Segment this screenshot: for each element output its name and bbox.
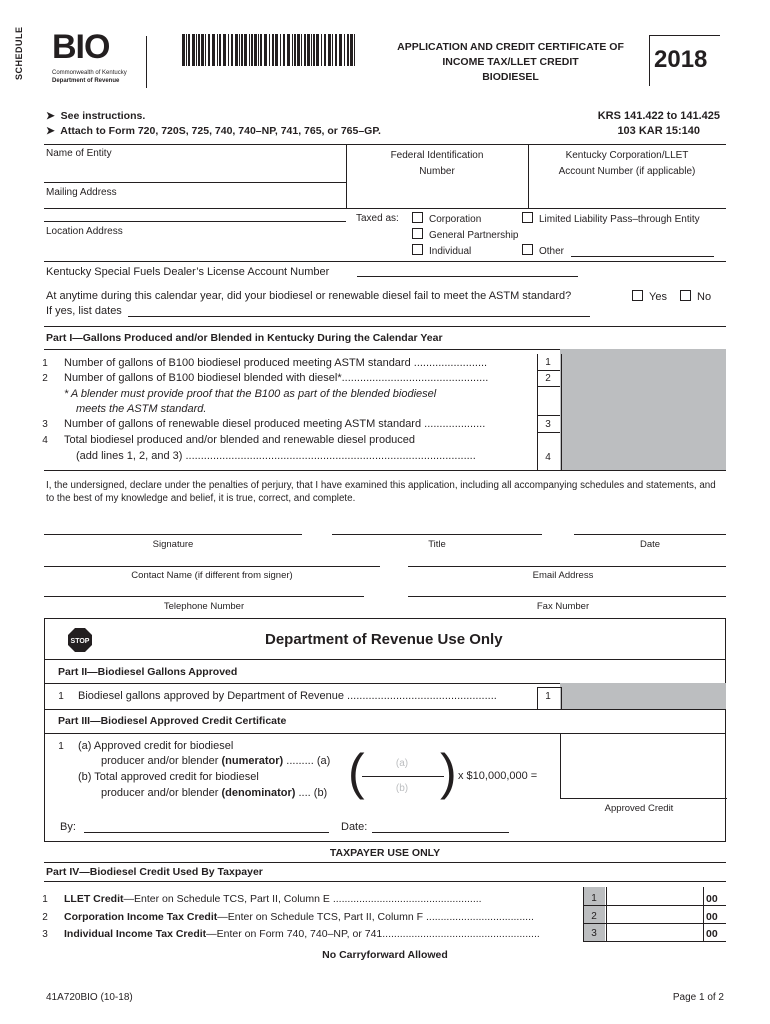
part4-title: Part IV—Biodiesel Credit Used By Taxpayer	[46, 866, 263, 878]
instruction-2: Attach to Form 720, 720S, 725, 740, 740–NP, 741, 765, or 765–GP.	[60, 125, 381, 137]
date-label: Date	[639, 539, 661, 550]
part1-line-4-cont: (add lines 1, 2, and 3) ...............................................................................................	[76, 450, 476, 462]
part3-a-text: producer and/or blender	[101, 755, 219, 767]
statute-line-2: 103 KAR 15:140	[617, 125, 700, 137]
yes-label: Yes	[649, 291, 667, 303]
statute-line-1: KRS 141.422 to 141.425	[597, 110, 720, 122]
part4-line-3-box: 3	[591, 928, 597, 939]
part2-line-text: Biodiesel gallons approved by Department of Revenue .................................................	[78, 690, 497, 702]
page-number: Page 1 of 2	[672, 992, 724, 1003]
no-carryforward: No Carryforward Allowed	[322, 949, 448, 961]
entity-name-label: Name of Entity	[46, 148, 112, 159]
signature-label: Signature	[152, 539, 194, 550]
fuels-license-field[interactable]	[357, 264, 578, 277]
llet-credit-label: LLET Credit	[64, 893, 124, 905]
arrow-icon: ➤	[46, 125, 55, 137]
indiv-credit-text: —Enter on Form 740, 740–NP, or 741......................................................	[206, 928, 540, 940]
taxpayer-title: TAXPAYER USE ONLY	[329, 847, 441, 859]
option-other[interactable]	[522, 244, 564, 257]
part4-line-1-text	[64, 893, 482, 905]
part3-b-line-1: (b) Total approved credit for biodiesel	[78, 771, 259, 783]
right-paren: )	[440, 744, 457, 800]
part1-line-3-num: 3	[42, 419, 48, 430]
agency-line-1: Commonwealth of Kentucky	[52, 70, 127, 76]
title-line-2: INCOME TAX/LLET CREDIT	[442, 56, 579, 68]
part2-box[interactable]: 1	[545, 691, 551, 702]
part1-line-3-box[interactable]: 3	[545, 419, 551, 430]
declaration-text: I, the undersigned, declare under the penalties of perjury, that I have examined this application, including all accompanying schedules and statements, and to the best of my knowledge and belief, it is true, correct, and complete.	[46, 480, 716, 504]
fax-label: Fax Number	[536, 601, 590, 612]
signature-line[interactable]	[44, 534, 302, 535]
part4-line-3-num: 3	[42, 929, 48, 940]
form-code: BIO	[52, 28, 110, 66]
option-corporation[interactable]	[412, 212, 481, 225]
title-line-3: BIODIESEL	[482, 71, 539, 83]
part1-note-2: meets the ASTM standard.	[76, 403, 207, 415]
individual-label: Individual	[429, 246, 472, 257]
dates-label: If yes, list dates	[46, 305, 122, 317]
by-label: By:	[60, 821, 76, 833]
mailing-address-label: Mailing Address	[46, 187, 117, 198]
part4-line-2-cents[interactable]: 00	[706, 911, 718, 923]
arrow-icon: ➤	[46, 110, 55, 122]
ky-account-label-2: Account Number (if applicable)	[558, 166, 696, 177]
approved-credit-box[interactable]	[560, 733, 727, 799]
other-field[interactable]	[571, 244, 714, 257]
ky-account-label-1: Kentucky Corporation/LLET	[565, 150, 689, 161]
option-individual[interactable]	[412, 244, 471, 257]
no-label: No	[697, 291, 712, 303]
part3-b-bold: (denominator)	[221, 787, 296, 799]
part1-line-1-text: Number of gallons of B100 biodiesel produced meeting ASTM standard ........................	[64, 357, 488, 369]
dor-date-field[interactable]	[372, 820, 509, 833]
left-paren: (	[348, 744, 365, 800]
part4-line-3-amount[interactable]	[606, 924, 702, 940]
fraction-bar	[362, 776, 444, 777]
part1-line-1-num: 1	[42, 358, 48, 369]
part2-line-num: 1	[58, 691, 64, 702]
yes-checkbox[interactable]	[632, 290, 643, 301]
astm-yes[interactable]	[632, 290, 667, 303]
other-checkbox[interactable]	[522, 244, 533, 255]
other-label: Other	[539, 246, 565, 257]
part2-gray	[560, 683, 726, 709]
general-partnership-checkbox[interactable]	[412, 228, 423, 239]
stop-text: STOP	[70, 638, 90, 645]
by-field[interactable]	[84, 820, 329, 833]
fax-line[interactable]	[408, 596, 726, 597]
part4-line-3-text	[64, 928, 540, 940]
part4-line-2-num: 2	[42, 912, 48, 923]
title-label: Title	[428, 539, 446, 550]
email-label: Email Address	[532, 570, 594, 581]
dor-title: Department of Revenue Use Only	[265, 631, 503, 648]
individual-checkbox[interactable]	[412, 244, 423, 255]
title-line[interactable]	[332, 534, 542, 535]
dor-date-label: Date:	[341, 821, 368, 833]
part1-line-2-num: 2	[42, 373, 48, 384]
part4-line-1-amount[interactable]	[606, 888, 702, 904]
part3-b-text: producer and/or blender	[101, 787, 219, 799]
llet-credit-text: —Enter on Schedule TCS, Part II, Column E ...................................................	[123, 893, 482, 905]
taxed-as-label: Taxed as:	[356, 213, 399, 224]
phone-label: Telephone Number	[163, 601, 245, 612]
schedule-label: SCHEDULE	[14, 26, 24, 80]
fraction-a[interactable]: (a)	[395, 758, 409, 769]
title-line-1: APPLICATION AND CREDIT CERTIFICATE OF	[397, 41, 624, 53]
location-address-field[interactable]	[44, 238, 346, 258]
no-checkbox[interactable]	[680, 290, 691, 301]
email-line[interactable]	[408, 566, 726, 567]
contact-line[interactable]	[44, 566, 380, 567]
barcode	[182, 34, 358, 66]
part3-a-line-2	[101, 755, 330, 767]
astm-question: At anytime during this calendar year, did your biodiesel or renewable diesel fail to meet the ASTM standard?	[46, 290, 572, 302]
part3-b-line-2	[101, 787, 327, 799]
general-partnership-label: General Partnership	[429, 230, 519, 241]
part1-line-2-text: Number of gallons of B100 biodiesel blended with diesel*................................................	[64, 372, 489, 384]
option-llpte[interactable]	[522, 212, 700, 225]
statute	[560, 109, 720, 139]
instruction-1: See instructions.	[60, 110, 146, 122]
corporation-label: Corporation	[429, 214, 482, 225]
fraction-b[interactable]: (b)	[395, 783, 409, 794]
llpte-checkbox[interactable]	[522, 212, 533, 223]
mailing-address-field[interactable]	[44, 198, 346, 220]
part1-line-4-text: Total biodiesel produced and/or blended and renewable diesel produced	[64, 434, 416, 446]
part1-line-4-num: 4	[42, 435, 48, 446]
part4-line-2-box: 2	[591, 911, 597, 922]
multiplier: x $10,000,000 =	[458, 770, 538, 782]
part4-line-2-amount[interactable]	[606, 906, 702, 922]
part4-line-3-cents[interactable]: 00	[706, 928, 718, 940]
option-general-partnership[interactable]	[412, 228, 519, 241]
part4-line-1-num: 1	[42, 894, 48, 905]
part4-line-1-box: 1	[591, 893, 597, 904]
entity-name-field[interactable]	[44, 160, 346, 182]
tax-year: 2018	[654, 46, 708, 73]
dates-field[interactable]	[128, 304, 590, 317]
indiv-credit-label: Individual Income Tax Credit	[64, 928, 207, 940]
date-line[interactable]	[574, 534, 726, 535]
ky-account-label	[528, 148, 726, 180]
contact-label: Contact Name (if different from signer)	[131, 570, 293, 581]
form-title	[378, 40, 643, 85]
part1-line-2-box[interactable]: 2	[545, 373, 551, 384]
location-address-label: Location Address	[46, 226, 123, 237]
form-number: 41A720BIO (10-18)	[46, 992, 133, 1003]
stop-icon	[68, 628, 92, 652]
part3-title: Part III—Biodiesel Approved Credit Certificate	[58, 715, 287, 727]
part1-gray-column	[560, 349, 726, 470]
part2-title: Part II—Biodiesel Gallons Approved	[58, 666, 238, 678]
fein-label-1: Federal Identification	[390, 150, 484, 161]
instructions	[46, 109, 381, 139]
part3-a-line-1: (a) Approved credit for biodiesel	[78, 740, 234, 752]
part1-title: Part I—Gallons Produced and/or Blended in Kentucky During the Calendar Year	[46, 332, 443, 344]
part4-line-1-cents[interactable]: 00	[706, 893, 718, 905]
approved-credit-label: Approved Credit	[604, 803, 674, 814]
part1-note-1: * A blender must provide proof that the B100 as part of the blended biodiesel	[64, 388, 437, 400]
part1-line-1-box[interactable]: 1	[545, 357, 551, 368]
agency-line-2: Department of Revenue	[52, 78, 120, 84]
part4-line-2-text	[64, 911, 534, 923]
corporation-checkbox[interactable]	[412, 212, 423, 223]
part1-line-3-text: Number of gallons of renewable diesel produced meeting ASTM standard ....................	[64, 418, 486, 430]
corp-credit-text: —Enter on Schedule TCS, Part II, Column F .....................................	[217, 911, 534, 923]
phone-line[interactable]	[44, 596, 364, 597]
part3-a-tail: ......... (a)	[283, 755, 331, 767]
corp-credit-label: Corporation Income Tax Credit	[64, 911, 218, 923]
part3-line-num: 1	[58, 741, 64, 752]
part3-b-tail: .... (b)	[295, 787, 328, 799]
fein-label	[346, 148, 528, 180]
fuels-license-label: Kentucky Special Fuels Dealer’s License Account Number	[46, 266, 330, 278]
part1-line-4-box[interactable]: 4	[545, 452, 551, 463]
fein-label-2: Number	[419, 166, 455, 177]
part3-a-bold: (numerator)	[221, 755, 284, 767]
llpte-label: Limited Liability Pass–through Entity	[539, 214, 700, 225]
astm-no[interactable]	[680, 290, 711, 303]
